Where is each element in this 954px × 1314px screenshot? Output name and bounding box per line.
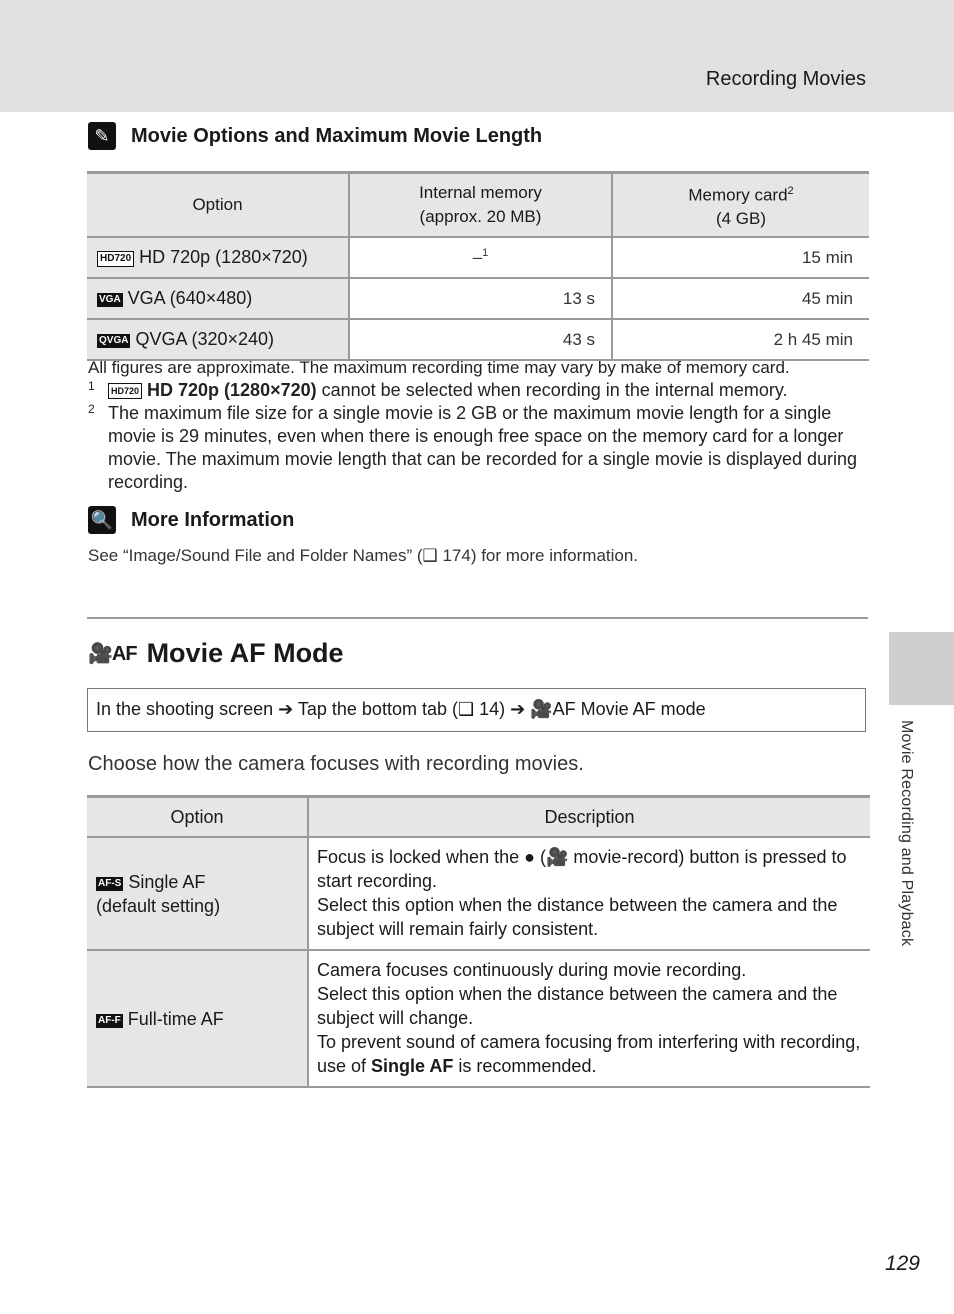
header-option: Option (87, 173, 349, 238)
pencil-note-icon: ✎ (88, 122, 116, 150)
description-line: Camera focuses continuously during movie recording. (317, 960, 747, 980)
section-divider (87, 617, 868, 619)
description-bold: Single AF (371, 1056, 454, 1076)
header-card-line1: Memory card (688, 185, 788, 205)
option-cell (87, 278, 349, 319)
table-row (87, 950, 870, 1087)
single-af-icon: AF-S (98, 877, 122, 889)
header-title: Recording Movies (705, 68, 866, 90)
vga-icon: VGA (99, 294, 121, 305)
footnote-2-mark: 2 (88, 402, 95, 416)
footnote-1-bold: HD 720p (1280×720) (147, 380, 317, 400)
internal-text: – (472, 247, 483, 267)
more-info-text: See “Image/Sound File and Folder Names” (❑ 174) for more information. (88, 546, 639, 565)
hd720-icon: HD720 (108, 383, 142, 399)
page-header (0, 0, 954, 112)
description-cell (308, 950, 870, 1087)
card-value: 15 min (612, 237, 869, 278)
note-title: Movie Options and Maximum Movie Length (131, 124, 543, 147)
footnote-1 (88, 379, 868, 402)
header-internal-memory (349, 173, 612, 238)
option-label: Single AF (128, 871, 206, 892)
header-internal-line2: (approx. 20 MB) (419, 207, 542, 226)
description-text: is recommended. (453, 1056, 597, 1076)
more-info-heading (88, 506, 294, 534)
option-label: QVGA (320×240) (135, 329, 275, 349)
footnote-1-mark: 1 (88, 379, 95, 393)
table-header-row (87, 173, 869, 238)
description-line (317, 1030, 862, 1078)
table-row (87, 837, 870, 950)
footnote-2-text: The maximum file size for a single movie is 2 GB or the maximum movie length for a single movie is 29 minutes, even when there is enough free space on the memory card for a longer movie. The maximum movie length that can be recorded for a single movie is displayed during recording. (108, 403, 858, 492)
description-line: Select this option when the distance between the camera and the subject will remain fairly consistent. (317, 895, 838, 939)
side-chapter-tab (889, 632, 954, 705)
movie-af-table (87, 795, 870, 1088)
more-info-title: More Information (131, 508, 295, 531)
option-cell (87, 319, 349, 360)
description-cell (308, 837, 870, 950)
section-title (88, 638, 344, 669)
table-row (87, 237, 869, 278)
movie-af-icon: 🎥AF (88, 643, 137, 665)
description-line: Focus is locked when the ● (🎥 movie-record) button is pressed to start recording. (317, 847, 847, 891)
header-card-line2: (4 GB) (715, 209, 767, 229)
option-label: Full-time AF (127, 1008, 224, 1029)
footnote-2 (88, 402, 868, 494)
internal-sup: 1 (482, 247, 489, 260)
internal-value: 13 s (349, 278, 612, 319)
header-description: Description (308, 797, 870, 838)
hd720-icon: HD720 (97, 251, 134, 267)
description-text: To prevent sound of camera focusing from interfering with recording, use of (317, 1032, 861, 1076)
option-label: HD 720p (1280×720) (139, 247, 308, 267)
footnote-general: All figures are approximate. The maximum recording time may vary by make of memory card. (88, 358, 790, 377)
page-number: 129 (884, 1252, 920, 1275)
card-value: 45 min (612, 278, 869, 319)
option-cell (87, 837, 308, 950)
navigation-path: In the shooting screen ➔ Tap the bottom tab (❑ 14) ➔ 🎥AF Movie AF mode (87, 688, 866, 732)
note-heading (88, 122, 542, 150)
header-memory-card (612, 173, 869, 238)
table-row (87, 319, 869, 360)
option-cell (87, 950, 308, 1087)
header-internal-line1: Internal memory (419, 183, 542, 202)
qvga-icon: QVGA (99, 335, 129, 346)
footnote-1-text: cannot be selected when recording in the internal memory. (316, 380, 788, 400)
section-title-text: Movie AF Mode (146, 638, 344, 668)
magnifier-info-icon: 🔍 (88, 506, 116, 534)
option-label: VGA (640×480) (127, 288, 253, 308)
footnotes (88, 357, 868, 494)
full-time-af-icon: AF-F (98, 1014, 121, 1026)
header-card-sup: 2 (787, 184, 794, 197)
side-chapter-label: Movie Recording and Playback (898, 720, 915, 947)
description-line: Select this option when the distance between the camera and the subject will change. (317, 984, 838, 1028)
option-cell (87, 237, 349, 278)
movie-options-table (87, 171, 869, 361)
option-sublabel: (default setting) (96, 895, 221, 916)
table-row (87, 278, 869, 319)
header-option: Option (87, 797, 308, 838)
table-header-row (87, 797, 870, 838)
section-intro: Choose how the camera focuses with recording movies. (88, 753, 584, 775)
card-value: 2 h 45 min (612, 319, 869, 360)
internal-value: 43 s (349, 319, 612, 360)
internal-value (349, 237, 612, 278)
